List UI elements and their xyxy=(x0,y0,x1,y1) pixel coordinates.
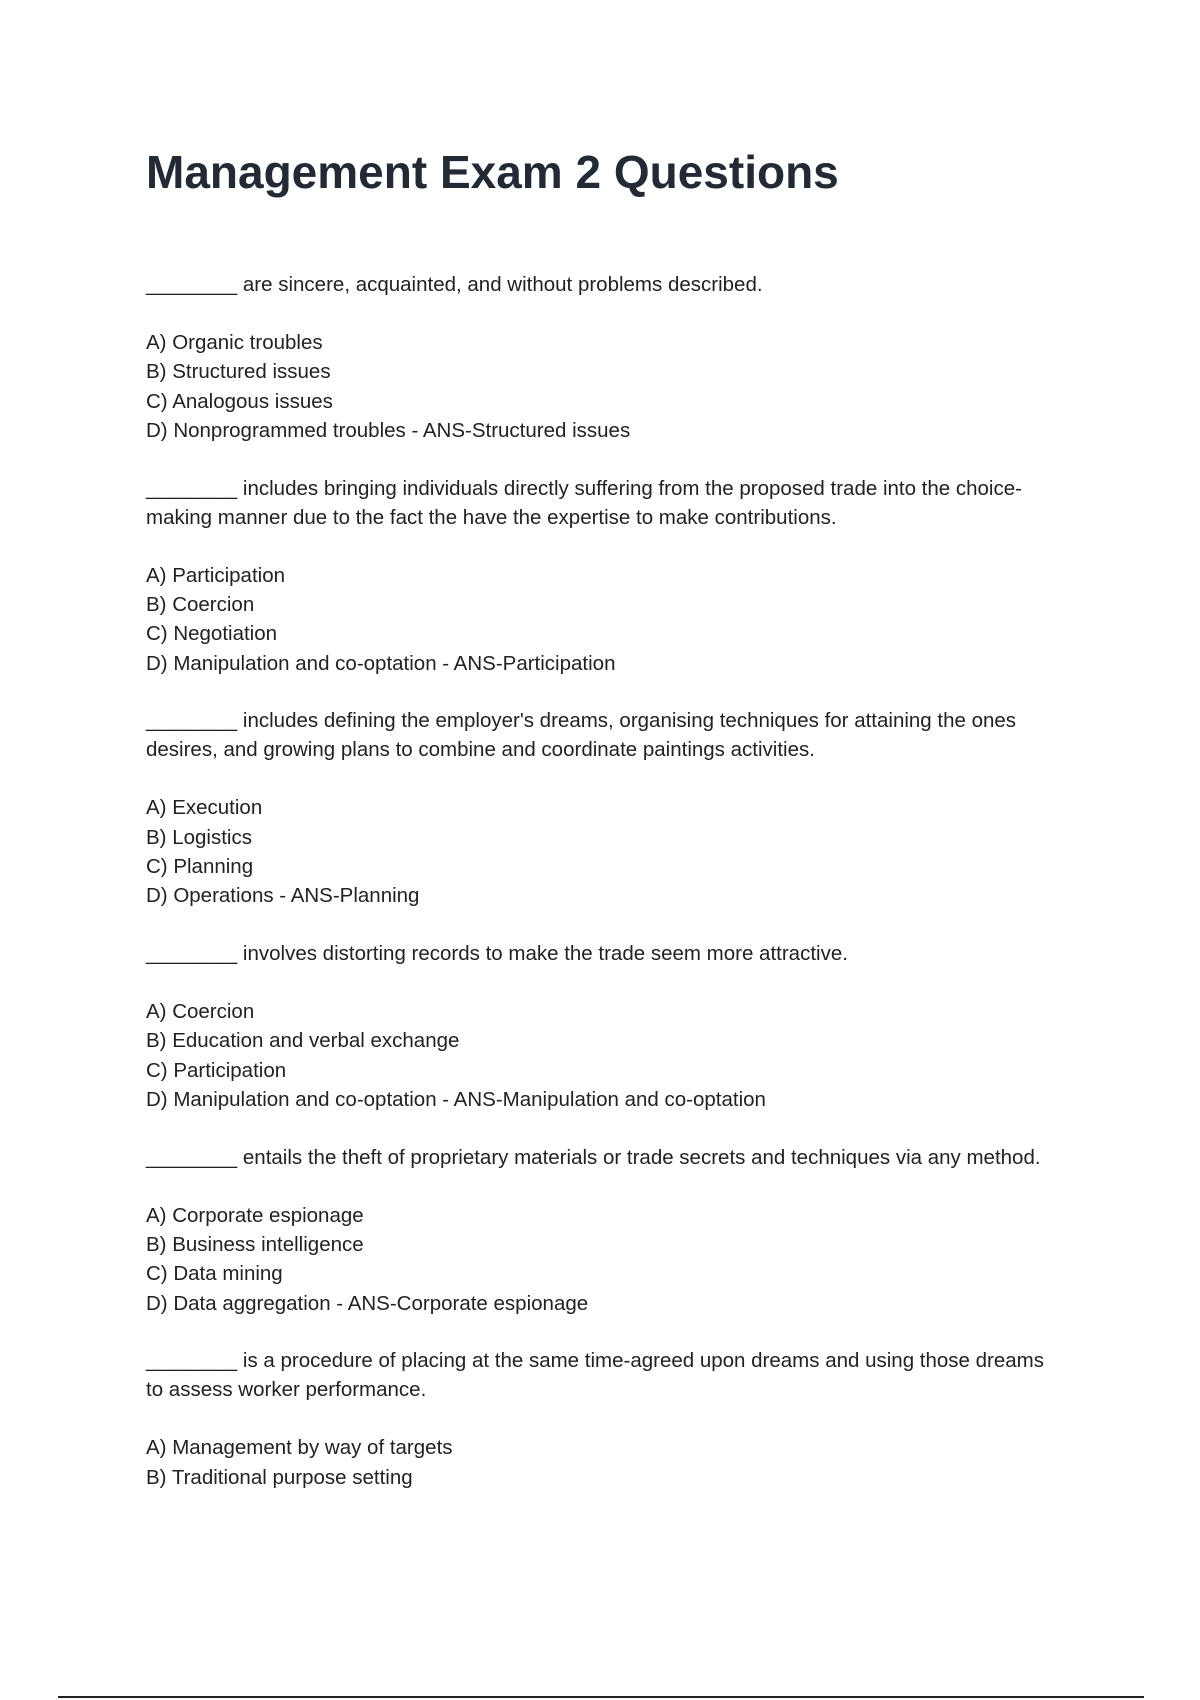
question-3 xyxy=(146,706,1066,910)
option-c: C) Planning xyxy=(146,854,254,878)
option-a: A) Coercion xyxy=(146,1000,255,1024)
option-d-with-answer: D) Manipulation and co-optation - ANS-Manipulation and co-optation xyxy=(146,1087,766,1111)
option-list xyxy=(146,997,1066,1114)
option-a: A) Execution xyxy=(146,796,263,820)
page-bottom-divider xyxy=(58,1696,1144,1698)
option-d-with-answer: D) Manipulation and co-optation - ANS-Participation xyxy=(146,651,616,675)
option-a: A) Management by way of targets xyxy=(146,1436,453,1460)
option-c: C) Participation xyxy=(146,1058,287,1082)
option-b: B) Traditional purpose setting xyxy=(146,1465,413,1489)
option-b: B) Structured issues xyxy=(146,360,331,384)
question-stem: ________ includes defining the employer's dreams, organising techniques for attaining the ones desires, and growing plans to combine and coordinate paintings activities. xyxy=(146,709,1017,762)
question-list xyxy=(146,270,1066,1521)
option-c: C) Data mining xyxy=(146,1262,283,1286)
option-c: C) Negotiation xyxy=(146,622,278,646)
option-a: A) Corporate espionage xyxy=(146,1203,364,1227)
question-stem: ________ includes bringing individuals directly suffering from the proposed trade into the choice-making manner due to the fact the have the expertise to make contributions. xyxy=(146,476,1022,529)
question-1 xyxy=(146,270,1066,445)
option-c: C) Analogous issues xyxy=(146,389,333,413)
option-b: B) Business intelligence xyxy=(146,1233,364,1257)
page-title: Management Exam 2 Questions xyxy=(146,146,839,198)
option-a: A) Organic troubles xyxy=(146,331,323,354)
option-b: B) Education and verbal exchange xyxy=(146,1029,460,1053)
question-6 xyxy=(146,1346,1066,1492)
option-d-with-answer: D) Nonprogrammed troubles - ANS-Structured issues xyxy=(146,418,631,442)
option-b: B) Logistics xyxy=(146,825,252,849)
question-4 xyxy=(146,939,1066,1114)
question-stem: ________ involves distorting records to make the trade seem more attractive. xyxy=(146,942,848,966)
question-5 xyxy=(146,1143,1066,1318)
option-list xyxy=(146,561,1066,678)
option-b: B) Coercion xyxy=(146,592,255,616)
option-a: A) Participation xyxy=(146,563,286,587)
question-stem: ________ are sincere, acquainted, and without problems described. xyxy=(146,273,763,296)
option-d-with-answer: D) Operations - ANS-Planning xyxy=(146,884,420,908)
option-list xyxy=(146,1201,1066,1318)
option-d-with-answer: D) Data aggregation - ANS-Corporate espionage xyxy=(146,1291,589,1315)
question-2 xyxy=(146,474,1066,678)
option-list xyxy=(146,793,1066,910)
question-stem: ________ is a procedure of placing at the same time-agreed upon dreams and using those dreams to assess worker performance. xyxy=(146,1349,1045,1402)
option-list xyxy=(146,1433,1066,1492)
option-list xyxy=(146,328,1066,445)
question-stem: ________ entails the theft of proprietary materials or trade secrets and techniques via any method. xyxy=(146,1145,1041,1169)
